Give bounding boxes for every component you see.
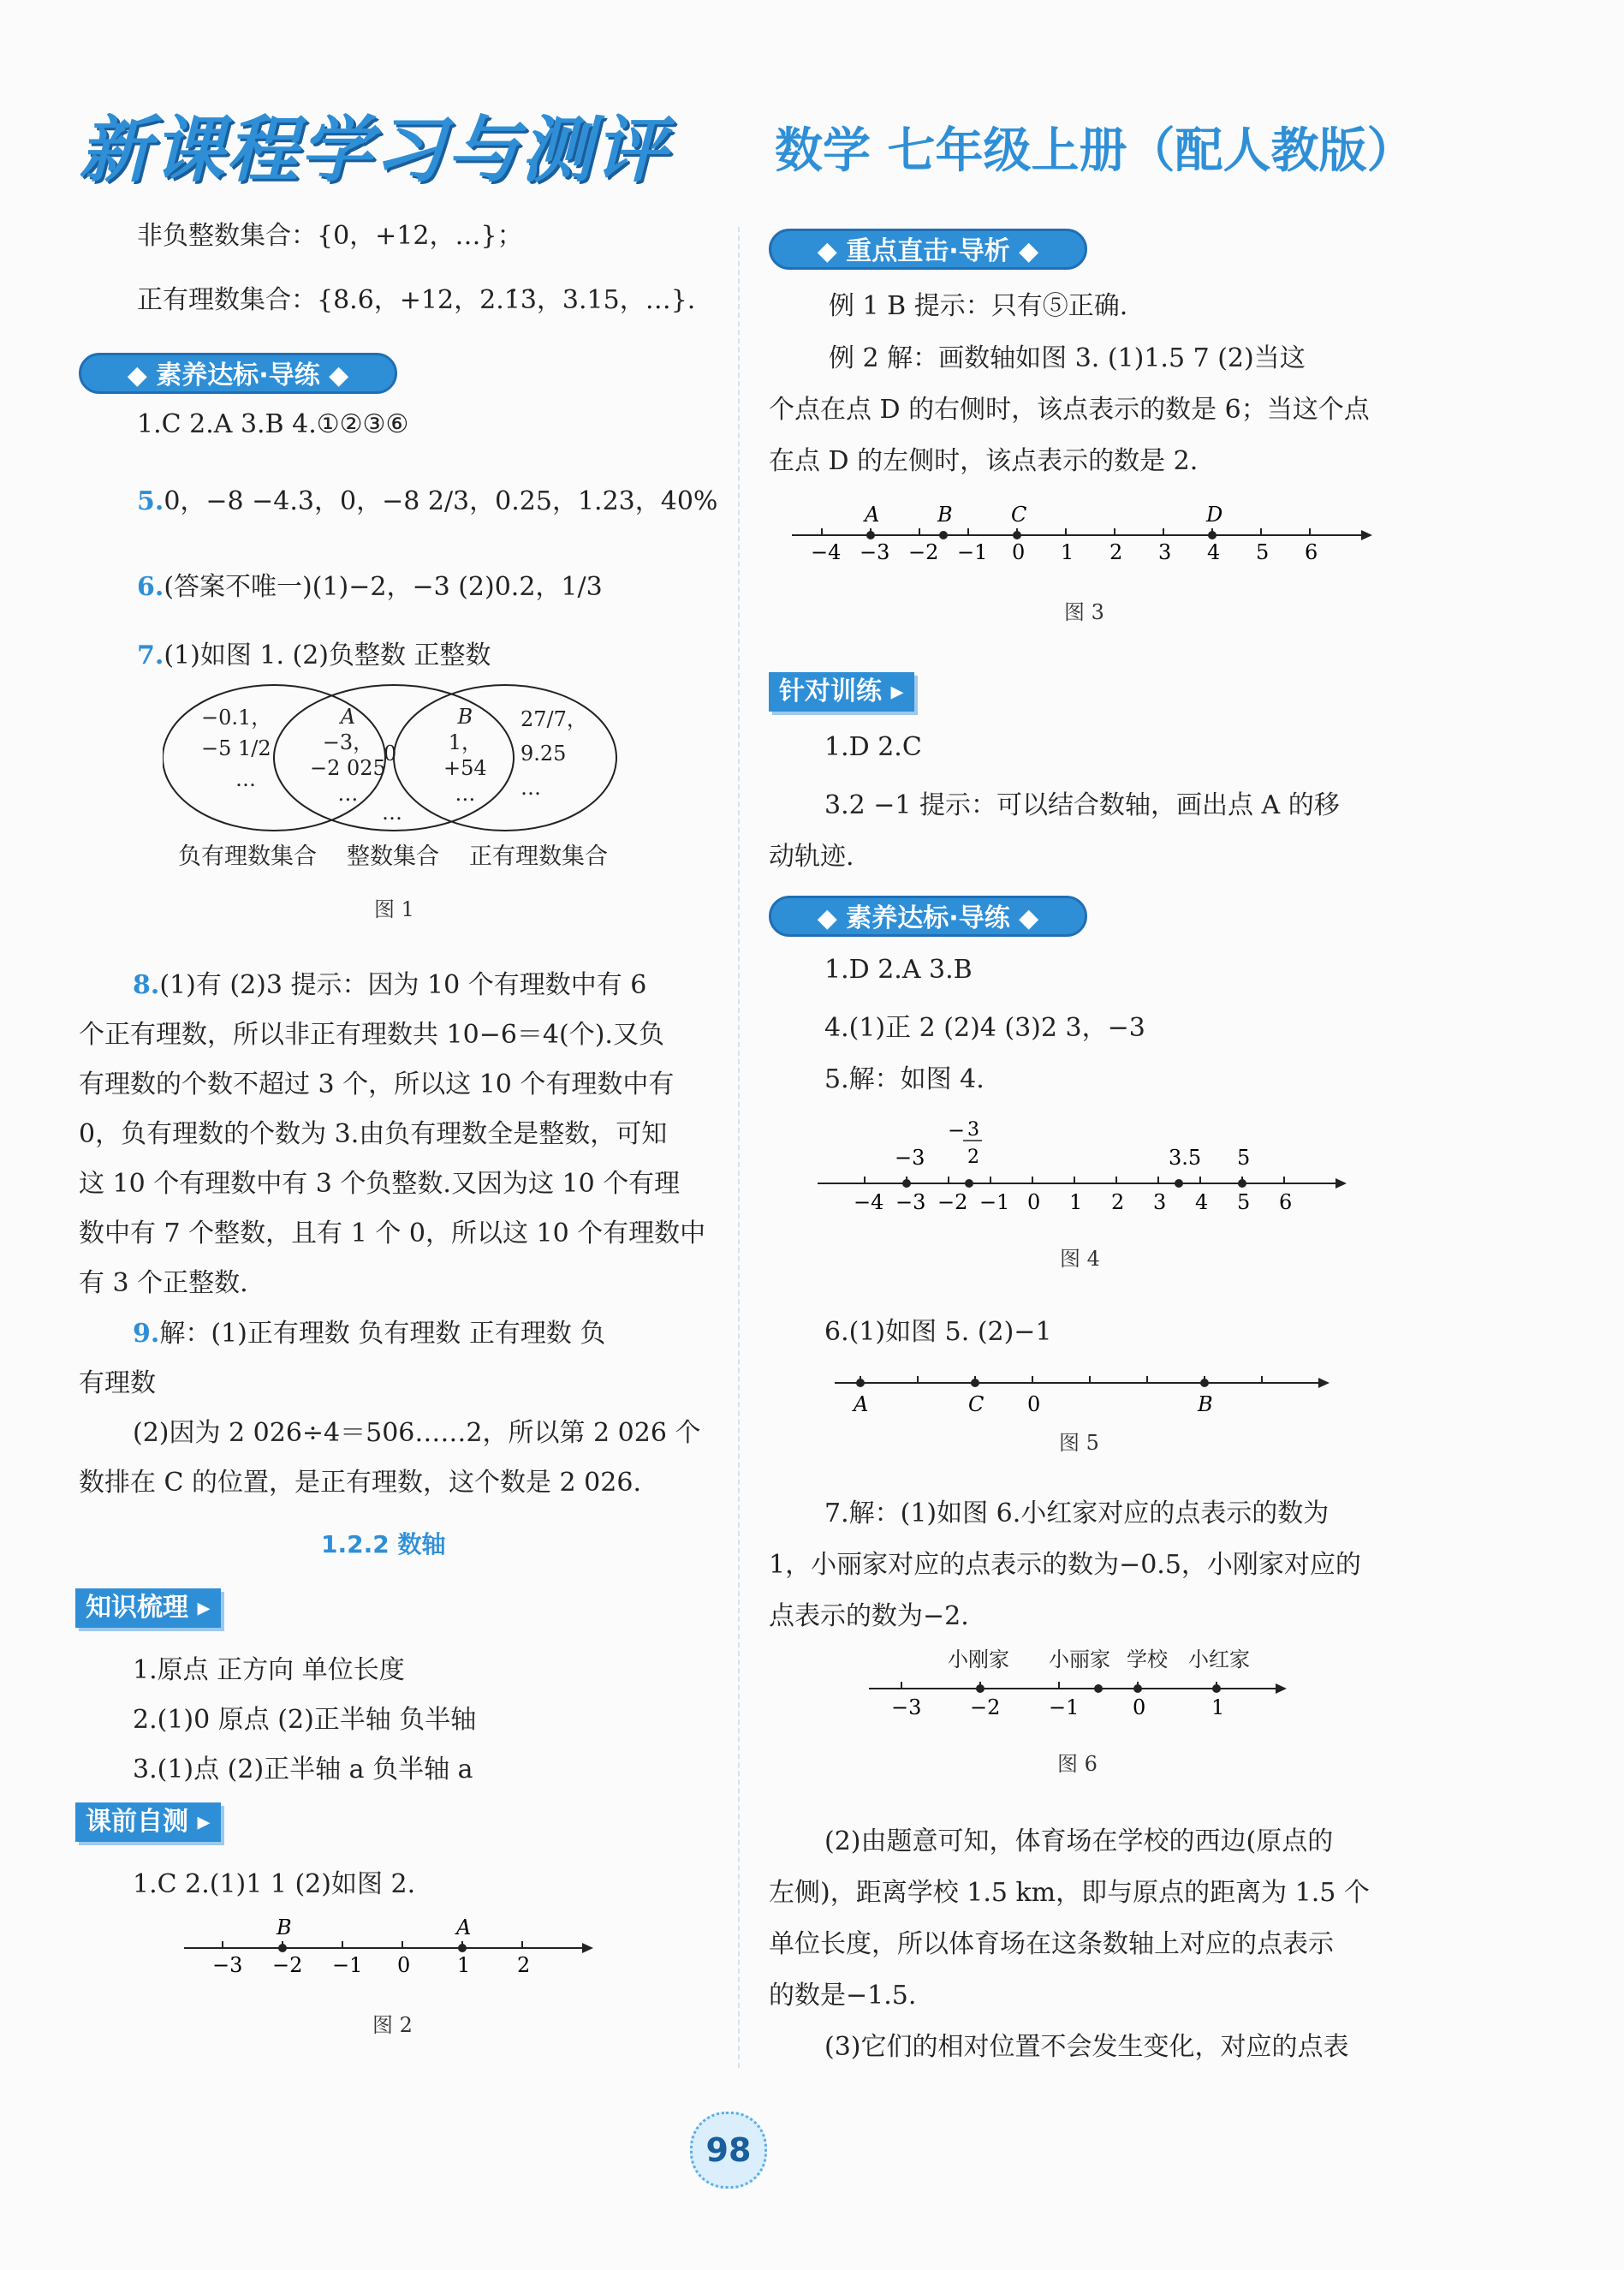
svg-text:2: 2 [1111,1190,1125,1214]
svg-text:−4: −4 [811,540,842,564]
svg-text:−1: −1 [957,540,988,564]
svg-text:−3: −3 [860,540,890,564]
answer-text: (1)有 (2)3 提示：因为 10 个有理数中有 6 [159,970,647,1000]
answer-line: 例 2 解：画数轴如图 3. (1)1.5 7 (2)当这 [829,343,1306,373]
text-line: 有 3 个正整数. [79,1268,248,1298]
text-line: 这 10 个有理数中有 3 个负整数.又因为这 10 个有理 [79,1169,681,1199]
svg-text:3.5: 3.5 [1169,1146,1202,1170]
svg-text:−4: −4 [854,1190,884,1214]
svg-text:A: A [865,503,880,527]
venn-item: 27/7， [521,707,587,731]
answer-text: 解：(1)正有理数 负有理数 正有理数 负 [159,1319,606,1349]
column-divider [738,227,740,2068]
svg-text:3: 3 [1158,540,1172,564]
svg-text:1: 1 [1211,1695,1225,1719]
section-badge: ◆ 素养达标·导练 ◆ [769,896,1087,937]
text-line: 1，小丽家对应的点表示的数为−0.5，小刚家对应的 [769,1550,1361,1580]
venn-right-mid [443,704,487,807]
svg-text:5: 5 [1237,1190,1251,1214]
svg-text:−1: −1 [979,1190,1010,1214]
number-line-fig4 [818,1113,1348,1224]
page-number: 98 [690,2112,767,2189]
figure-caption: 图 6 [1057,1752,1098,1776]
venn-item: −5 1/2 [201,736,271,760]
venn-left-items [201,702,271,795]
svg-text:0: 0 [1012,540,1026,564]
svg-text:4: 4 [1207,540,1221,564]
text-line: (3)它们的相对位置不会发生变化，对应的点表 [824,2032,1349,2062]
text-line: 点表示的数为−2. [769,1601,969,1631]
answer-line [133,963,646,1001]
section-tab: 针对训练 ▸ [769,672,914,712]
answer-line: 3.2 −1 提示：可以结合数轴，画出点 A 的移 [824,790,1340,820]
svg-text:6: 6 [1305,540,1318,564]
venn-item: −3， [322,730,374,754]
book-title: 新课程学习与测评 [79,108,669,192]
text-line: 在点 D 的左侧时，该点表示的数是 2. [769,446,1199,476]
svg-text:−2: −2 [937,1190,968,1214]
svg-text:−3: −3 [212,1953,243,1974]
answer-number: 9. [133,1319,160,1349]
answer-line: 1.C 2.(1)1 1 (2)如图 2. [133,1869,416,1899]
fig6-label: 小刚家 [948,1647,1009,1671]
answer-line: 1.原点 正方向 单位长度 [133,1655,405,1685]
venn-item: 1， [448,730,482,754]
venn-mid-items [310,704,386,807]
answer-text: 0，−8 −4.3，0，−8 2/3，0.25，1.23，40% [164,486,718,516]
svg-text:4: 4 [1195,1190,1209,1214]
svg-text:−2: −2 [970,1695,1001,1719]
figure-caption: 图 3 [1064,600,1104,624]
svg-text:A: A [456,1915,472,1939]
venn-item: A [340,705,356,729]
svg-text:2: 2 [967,1147,979,1168]
svg-text:−2: −2 [908,540,939,564]
answer-line: 3.(1)点 (2)正半轴 a 负半轴 a [133,1755,473,1784]
venn-item: … [455,782,476,806]
figure-caption: 图 1 [374,897,414,921]
answer-line: 2.(1)0 原点 (2)正半轴 负半轴 [133,1705,477,1735]
venn-item: … [235,767,256,791]
venn-item: … [382,801,402,825]
svg-text:0: 0 [397,1953,411,1974]
fig6-label: 小红家 [1188,1647,1250,1671]
fig6-label: 学校 [1127,1647,1168,1671]
figure-caption: 图 4 [1060,1247,1100,1271]
venn-label: 整数集合 [347,843,439,870]
venn-item: +54 [443,756,487,780]
svg-text:−3: −3 [895,1146,925,1170]
venn-right-items [521,702,587,805]
svg-text:D: D [1206,503,1223,527]
number-line-fig3 [792,501,1374,569]
text-line: 有理数的个数不超过 3 个，所以这 10 个有理数中有 [79,1069,675,1099]
venn-label: 负有理数集合 [178,843,317,870]
answer-line [137,565,603,603]
text-line: 个正有理数，所以非正有理数共 10−6＝4(个).又负 [79,1020,664,1050]
svg-text:−: − [948,1118,966,1142]
answer-number: 8. [133,970,160,1000]
answer-line [137,480,717,517]
svg-text:0: 0 [1027,1392,1041,1416]
text-line: 左侧)，距离学校 1.5 km，即与原点的距离为 1.5 个 [769,1878,1370,1908]
section-title: 1.2.2 数轴 [321,1530,446,1558]
svg-text:C: C [1011,503,1027,527]
answer-line: 例 1 B 提示：只有⑤正确. [829,291,1128,321]
answer-line: 1.C 2.A 3.B 4.①②③⑥ [137,409,409,439]
svg-text:2: 2 [1109,540,1123,564]
svg-text:−3: −3 [895,1190,926,1214]
text-line: 非负整数集合：{0，+12，…}； [137,221,523,251]
answer-line: 1.D 2.C [824,732,922,762]
text-line: 的数是−1.5. [769,1981,917,2011]
answer-line: 7.解：(1)如图 6.小红家对应的点表示的数为 [824,1498,1330,1528]
answer-line: 6.(1)如图 5. (2)−1 [824,1317,1052,1347]
text-line: 单位长度，所以体育场在这条数轴上对应的点表示 [769,1929,1334,1959]
answer-line [137,634,491,671]
svg-text:−1: −1 [1049,1695,1080,1719]
number-line-fig5 [835,1361,1331,1421]
answer-text: (1)如图 1. (2)负整数 正整数 [164,640,491,670]
svg-text:B: B [277,1915,292,1939]
svg-text:3: 3 [967,1119,979,1141]
section-tab: 课前自测 ▸ [75,1802,221,1842]
svg-text:5: 5 [1237,1146,1251,1170]
answer-line [133,1312,605,1349]
svg-text:0: 0 [1133,1695,1146,1719]
book-subtitle: 数学 七年级上册（配人教版） [775,123,1415,179]
venn-item: B [457,705,473,729]
svg-text:1: 1 [1061,540,1074,564]
svg-text:A: A [854,1392,869,1416]
svg-text:6: 6 [1279,1190,1293,1214]
text-line: 数排在 C 的位置，是正有理数，这个数是 2 026. [79,1468,641,1498]
venn-item: −2 025 [310,756,386,780]
venn-center: 0 [384,742,397,766]
svg-text:B: B [937,503,953,527]
text-line: 数中有 7 个整数，且有 1 个 0，所以这 10 个有理数中 [79,1218,706,1248]
answer-number: 6. [137,572,164,602]
venn-item: −0.1， [201,706,272,730]
number-line-fig2 [184,1914,595,1974]
svg-text:2: 2 [517,1953,531,1974]
svg-text:3: 3 [1153,1190,1167,1214]
section-tab: 知识梳理 ▸ [75,1588,221,1628]
section-badge: ◆ 素养达标·导练 ◆ [79,353,397,394]
svg-text:0: 0 [1027,1190,1041,1214]
svg-text:−2: −2 [272,1953,303,1974]
text-line: 个点在点 D 的右侧时，该点表示的数是 6；当这个点 [769,395,1370,425]
answer-line: 1.D 2.A 3.B [824,955,973,985]
svg-text:−3: −3 [891,1695,922,1719]
answer-number: 7. [137,640,164,670]
figure-caption: 图 2 [372,2013,413,2037]
section-badge: ◆ 重点直击·导析 ◆ [769,229,1087,270]
text-line: (2)因为 2 026÷4＝506……2，所以第 2 026 个 [133,1418,701,1448]
text-line: 动轨迹. [769,842,854,872]
answer-number: 5. [137,486,164,516]
venn-item: 9.25 [521,742,567,766]
text-line: (2)由题意可知，体育场在学校的西边(原点的 [824,1826,1334,1856]
svg-text:−1: −1 [332,1953,363,1974]
venn-item: … [337,782,359,806]
answer-text: (答案不唯一)(1)−2，−3 (2)0.2，1/3 [164,572,603,602]
text-line: 有理数 [79,1368,156,1398]
answer-line: 4.(1)正 2 (2)4 (3)2 3，−3 [824,1013,1145,1043]
svg-text:1: 1 [457,1953,471,1974]
text-line: 0，负有理数的个数为 3.由负有理数全是整数，可知 [79,1119,668,1149]
venn-item: … [521,776,541,800]
venn-label: 正有理数集合 [469,843,608,870]
number-line-fig6 [869,1670,1288,1721]
svg-text:1: 1 [1069,1190,1083,1214]
fig6-label: 小丽家 [1049,1647,1110,1671]
figure-caption: 图 5 [1059,1431,1099,1455]
svg-text:5: 5 [1256,540,1270,564]
answer-line: 5.解：如图 4. [824,1064,985,1094]
svg-text:B: B [1198,1392,1213,1416]
text-line: 正有理数集合：{8.6，+12，2.1̇3̇，3.15，…}. [137,285,696,315]
svg-text:C: C [968,1392,985,1416]
